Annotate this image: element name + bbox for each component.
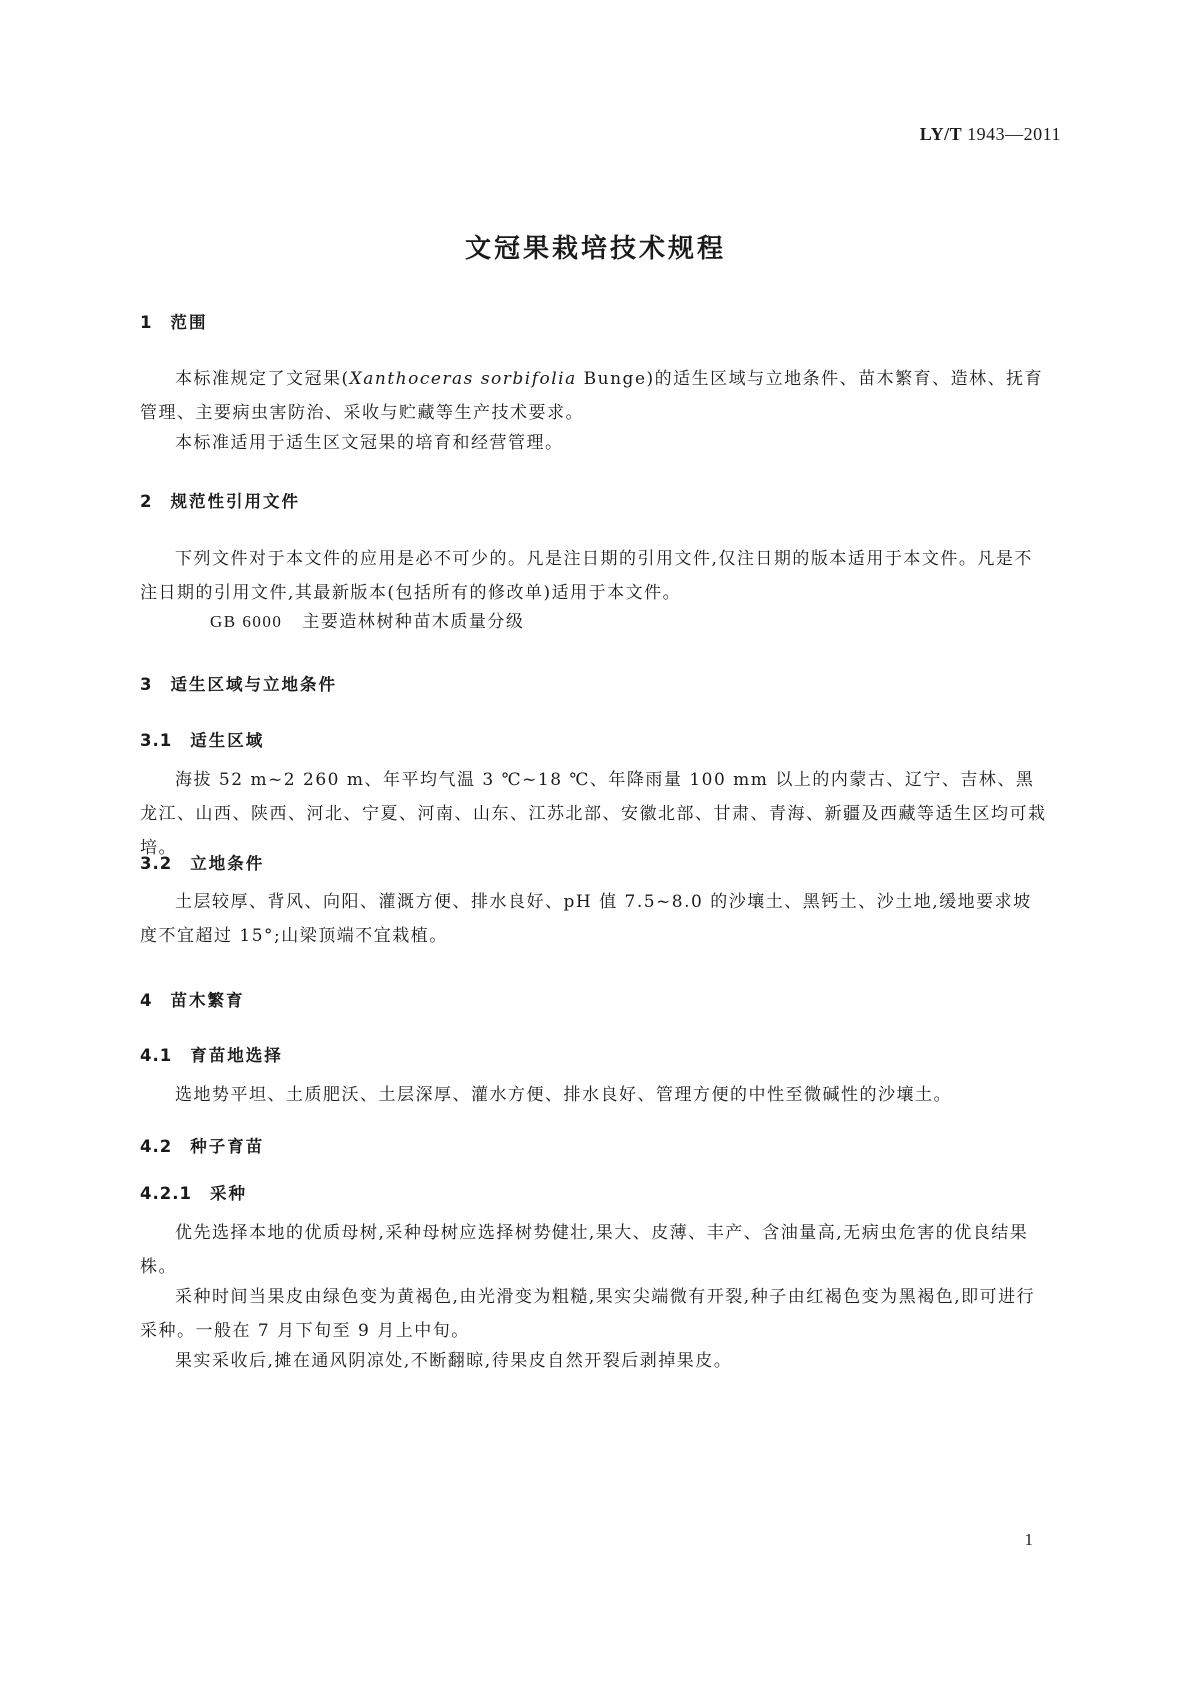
section-3-1-heading bbox=[140, 727, 264, 751]
section-title: 适生区域与立地条件 bbox=[170, 675, 337, 694]
section-3-heading bbox=[140, 671, 337, 695]
standard-code bbox=[920, 124, 1061, 145]
section-number: 4.2 bbox=[140, 1137, 173, 1156]
normative-reference bbox=[140, 605, 1050, 639]
section-4-2-1-paragraph-3: 果实采收后,摊在通风阴凉处,不断翻晾,待果皮自然开裂后剥掉果皮。 bbox=[175, 1351, 733, 1371]
reference-title: 主要造林树种苗木质量分级 bbox=[302, 612, 525, 632]
section-number: 4 bbox=[140, 991, 153, 1010]
section-number: 3 bbox=[140, 675, 153, 694]
section-title: 规范性引用文件 bbox=[170, 492, 300, 511]
section-title: 育苗地选择 bbox=[190, 1046, 283, 1065]
species-name: Xanthoceras sorbifolia bbox=[349, 369, 577, 389]
section-2-paragraph-1: 下列文件对于本文件的应用是必不可少的。凡是注日期的引用文件,仅注日期的版本适用于本文件。凡是不注日期的引用文件,其最新版本(包括所有的修改单)适用于本文件。 bbox=[140, 549, 1033, 603]
section-number: 4.2.1 bbox=[140, 1184, 192, 1203]
section-title: 苗木繁育 bbox=[170, 991, 245, 1010]
section-1-paragraph-1 bbox=[140, 362, 1050, 430]
section-4-1-heading bbox=[140, 1042, 283, 1066]
section-3-2-paragraph-1: 土层较厚、背风、向阳、灌溉方便、排水良好、pH 值 7.5~8.0 的沙壤土、黑钙土、沙土地,缓地要求坡度不宜超过 15°;山梁顶端不宜栽植。 bbox=[140, 892, 1032, 946]
section-3-1-paragraph-1: 海拔 52 m~2 260 m、年平均气温 3 ℃~18 ℃、年降雨量 100 mm 以上的内蒙古、辽宁、吉林、黑龙江、山西、陕西、河北、宁夏、河南、山东、江苏北部、安徽北部、甘肃、青海、新疆及西藏等适生区均可栽培。 bbox=[140, 770, 1047, 858]
section-title: 范围 bbox=[170, 313, 208, 332]
section-number: 3.2 bbox=[140, 854, 173, 873]
document-title: 文冠果栽培技术规程 bbox=[464, 234, 726, 264]
section-title: 立地条件 bbox=[190, 854, 265, 873]
section-1-heading bbox=[140, 309, 207, 333]
section-title: 采种 bbox=[209, 1184, 247, 1203]
section-1-paragraph-2: 本标准适用于适生区文冠果的培育和经营管理。 bbox=[175, 433, 564, 453]
section-3-2-heading bbox=[140, 850, 264, 874]
section-number: 2 bbox=[140, 492, 153, 511]
section-title: 适生区域 bbox=[190, 731, 265, 750]
page-number: 1 bbox=[1024, 1530, 1033, 1549]
section-4-2-heading bbox=[140, 1133, 264, 1157]
section-number: 1 bbox=[140, 313, 153, 332]
section-4-2-1-heading bbox=[140, 1180, 247, 1204]
section-title: 种子育苗 bbox=[190, 1137, 265, 1156]
section-4-1-paragraph-1: 选地势平坦、土质肥沃、土层深厚、灌水方便、排水良好、管理方便的中性至微碱性的沙壤土。 bbox=[175, 1085, 952, 1105]
standard-code-prefix: LY/T bbox=[919, 124, 963, 144]
section-number: 3.1 bbox=[140, 731, 173, 750]
section-4-2-1-paragraph-2: 采种时间当果皮由绿色变为黄褐色,由光滑变为粗糙,果实尖端微有开裂,种子由红褐色变为黑褐色,即可进行采种。一般在 7 月下旬至 9 月上中旬。 bbox=[140, 1287, 1036, 1341]
standard-code-number: 1943—2011 bbox=[967, 124, 1061, 144]
reference-code: GB 6000 bbox=[210, 612, 283, 631]
section-2-heading bbox=[140, 488, 300, 512]
section-number: 4.1 bbox=[140, 1046, 173, 1065]
text-run: Bunge)的适生区域与立地条件、苗木繁育、造林、抚育管理、主要病虫害防治、采收与贮藏等生产技术要求。 bbox=[140, 369, 1044, 423]
section-4-2-1-paragraph-1: 优先选择本地的优质母树,采种母树应选择树势健壮,果大、皮薄、丰产、含油量高,无病虫危害的优良结果株。 bbox=[140, 1223, 1029, 1277]
text-run: 本标准规定了文冠果( bbox=[175, 369, 350, 389]
section-4-heading bbox=[140, 987, 244, 1011]
